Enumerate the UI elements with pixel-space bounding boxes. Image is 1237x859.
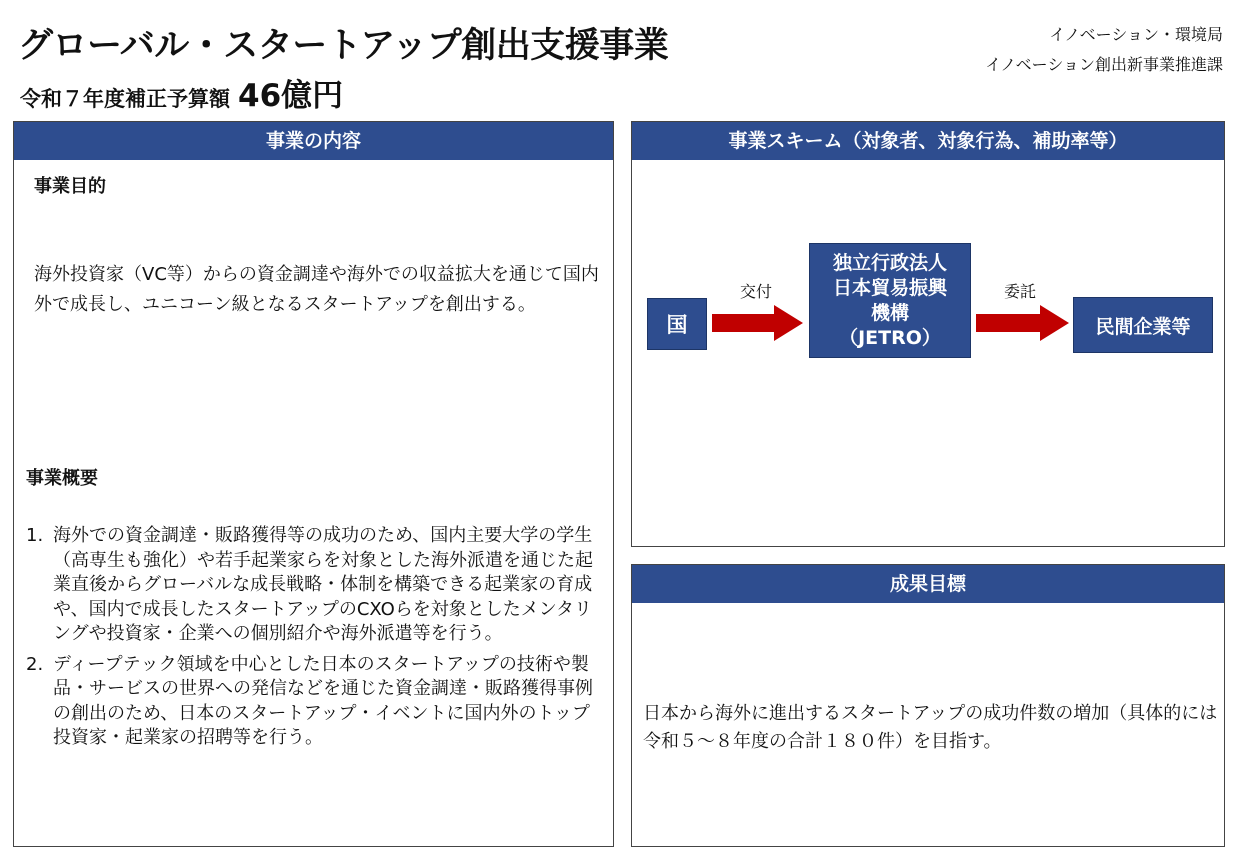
list-item-number: 1. <box>26 525 44 546</box>
page-title: グローバル・スタートアップ創出支援事業 <box>18 26 669 66</box>
jetro-line-3: 機構 <box>870 301 909 324</box>
scheme-panel <box>631 121 1225 547</box>
target-text: 日本から海外に進出するスタートアップの成功件数の増加（具体的には令和５～８年度の合計１８０件）を目指す。 <box>643 703 1218 752</box>
private-companies-box: 民間企業等 <box>1073 297 1213 353</box>
list-item-text: 海外での資金調達・販路獲得等の成功のため、国内主要大学の学生（高専生も強化）や若手起業家らを対象とした海外派遣を通じた起業直後からグローバルな成長戦略・体制を構築できる起業家の育成や、国内で成長したスタートアップのCXOらを対象としたメンタリングや投資家・企業への個別紹介や海外派遣等を行う。 <box>53 525 593 644</box>
budget-label: 令和７年度補正予算額 <box>20 87 230 111</box>
list-item <box>26 653 604 751</box>
country-box: 国 <box>647 298 707 350</box>
jetro-box <box>809 243 971 358</box>
purpose-heading: 事業目的 <box>34 176 106 197</box>
list-item-text: ディープテック領域を中心とした日本のスタートアップの技術や製品・サービスの世界への発信などを通じた資金調達・販路獲得事例の創出のため、日本のスタートアップ・イベントに国内外のトップ投資家・起業家の招聘等を行う。 <box>53 653 593 748</box>
target-panel <box>631 564 1225 847</box>
commission-arrow-icon <box>976 305 1070 341</box>
scheme-panel-header: 事業スキーム（対象者、対象行為、補助率等） <box>632 122 1224 160</box>
overview-list <box>26 524 604 757</box>
department-division: イノベーション創出新事業推進課 <box>985 55 1223 74</box>
department-bureau: イノベーション・環境局 <box>1049 25 1223 44</box>
overview-heading: 事業概要 <box>26 468 98 489</box>
department-block <box>985 20 1223 80</box>
content-panel-header: 事業の内容 <box>14 122 613 160</box>
budget-line <box>20 70 343 115</box>
budget-amount: 46億円 <box>238 78 344 114</box>
grant-arrow-icon <box>712 305 804 341</box>
list-item-number: 2. <box>26 653 44 675</box>
purpose-text: 海外投資家（VC等）からの資金調達や海外での収益拡大を通じて国内外で成長し、ユニコーン級となるスタートアップを創出する。 <box>34 264 599 315</box>
jetro-line-1: 独立行政法人 <box>832 251 947 274</box>
target-panel-header: 成果目標 <box>632 565 1224 603</box>
list-item <box>26 524 604 647</box>
commission-label: 委託 <box>1004 282 1037 301</box>
jetro-line-2: 日本貿易振興 <box>832 276 947 299</box>
jetro-line-4: （JETRO） <box>839 326 941 349</box>
grant-label: 交付 <box>740 282 773 301</box>
content-panel <box>13 121 614 847</box>
